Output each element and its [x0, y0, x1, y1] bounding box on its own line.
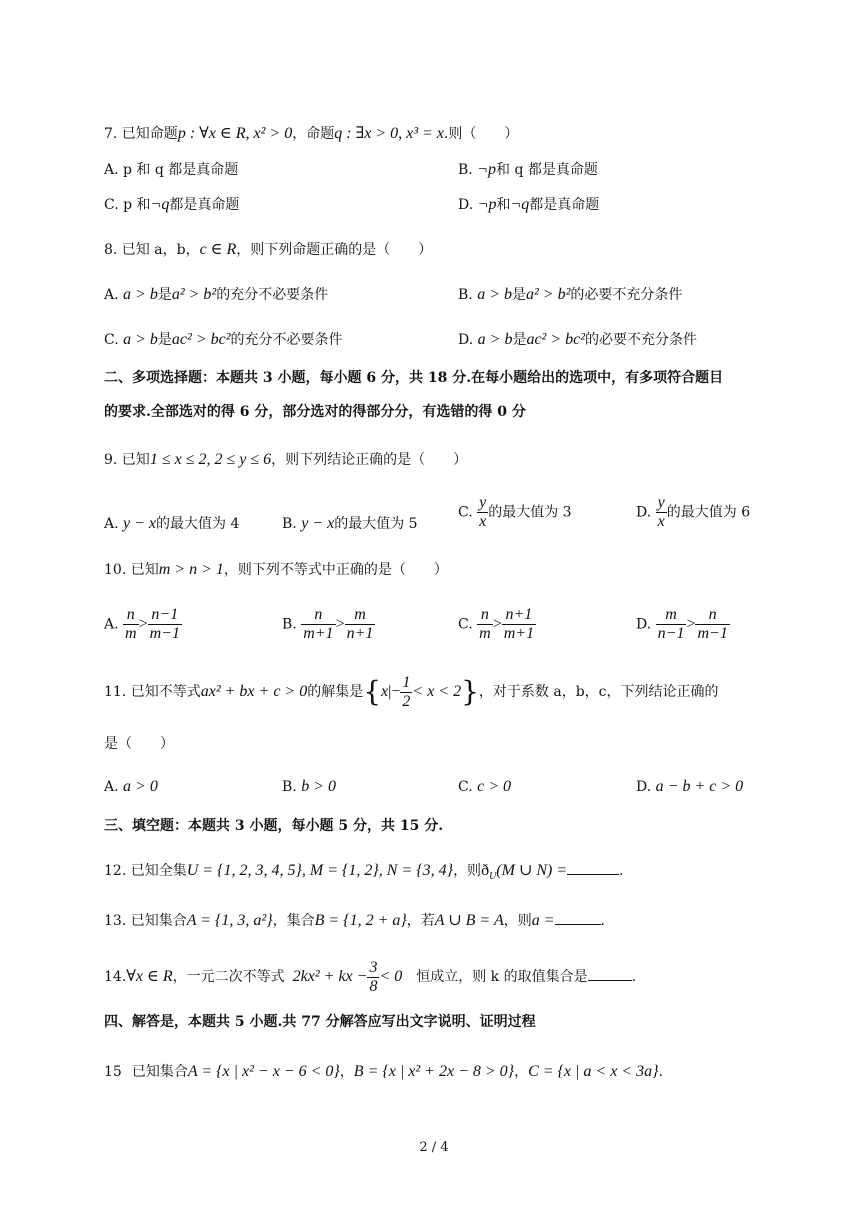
- q8-option-d: D. a > b是ac² > bc²的必要不充分条件: [458, 331, 698, 348]
- q10-option-d: D. $\frac{m}{n-1}$ > $\frac{n}{m-1}$: [636, 606, 728, 642]
- section-2-heading: 二、多项选择题：本题共 3 小题，每小题 6 分，共 18 分.在每小题给出的选项中，有多项符合题目: [104, 370, 724, 386]
- fraction: $\frac{y}{x}$: [657, 494, 665, 530]
- q9-option-d: D. $\frac{y}{x}$ 的最大值为 6: [636, 494, 751, 530]
- section-3-heading: 三、填空题：本题共 3 小题，每小题 5 分，共 15 分.: [104, 818, 444, 834]
- q15-stem: 15 已知集合A = {x | x² − x − 6 < 0}，B = {x | x² + 2x − 8 > 0}，C = {x | a < x < 3a}.: [104, 1063, 663, 1080]
- q7-p-expr: p : ∀x ∈ R, x² > 0: [177, 125, 293, 142]
- q7-stem-text: 7. 已知命题: [104, 126, 178, 142]
- q11-stem-cont: 是（ ）: [104, 736, 174, 752]
- q13-stem: 13. 已知集合A = {1, 3, a²}，集合B = {1, 2 + a}，若A ∪ B = A，则a = .: [104, 912, 605, 929]
- answer-blank[interactable]: [567, 860, 619, 875]
- q9-option-c: C. $\frac{y}{x}$ 的最大值为 3: [458, 494, 572, 530]
- q10-option-a: A. $\frac{n}{m}$ > $\frac{n-1}{m-1}$: [104, 606, 180, 642]
- q9-stem: 9. 已知1 ≤ x ≤ 2, 2 ≤ y ≤ 6，则下列结论正确的是（ ）: [104, 451, 468, 468]
- answer-blank[interactable]: [588, 966, 632, 981]
- fraction: $\frac{y}{x}$: [479, 494, 487, 530]
- q9-option-a: A. y − x的最大值为 4: [104, 515, 240, 532]
- q11-option-b: B. b > 0: [282, 778, 336, 795]
- q7-option-a: A. p 和 q 都是真命题: [104, 162, 239, 178]
- q11-option-a: A. a > 0: [104, 778, 158, 795]
- section-2-heading-cont: 的要求.全部选对的得 6 分，部分选对的得部分分，有选错的得 0 分: [104, 404, 526, 420]
- q7-stem: [104, 124, 518, 144]
- section-4-heading: 四、解答是，本题共 5 小题.共 77 分解答应写出文字说明、证明过程: [104, 1014, 536, 1030]
- q8-option-b: B. a > b是a² > b²的必要不充分条件: [458, 286, 683, 303]
- q7-option-c: C. p 和¬q都是真命题: [104, 196, 240, 213]
- q10-option-c: C. $\frac{n}{m}$ > $\frac{n+1}{m+1}$: [458, 606, 535, 642]
- q8-stem: 8. 已知 a，b，c ∈ R，则下列命题正确的是（ ）: [104, 241, 433, 258]
- q12-stem: 12. 已知全集U = {1, 2, 3, 4, 5}, M = {1, 2}, N = {3, 4}，则$ð_U(M$ ∪ N) = .: [104, 862, 624, 882]
- q10-option-b: B. $\frac{n}{m+1}$ > $\frac{m}{n+1}$: [282, 606, 374, 642]
- q11-stem: 11. 已知不等式ax² + bx + c > 0的解集是{x|− $\frac{1}{2}$ < x < 2}，对于系数 a，b，c，下列结论正确的: [104, 673, 719, 710]
- q7-stem-text-3: .则（ ）: [443, 126, 519, 142]
- q9-option-b: B. y − x的最大值为 5: [282, 515, 418, 532]
- q8-option-c: C. a > b是ac² > bc²的充分不必要条件: [104, 331, 343, 348]
- q7-q-expr: q : ∃x > 0, x³ = x: [334, 125, 444, 142]
- q7-option-d: D. ¬p和¬q都是真命题: [458, 196, 600, 213]
- page-number: 2 / 4: [419, 1140, 449, 1155]
- q10-stem: 10. 已知m > n > 1，则下列不等式中正确的是（ ）: [104, 561, 448, 578]
- q11-option-d: D. a − b + c > 0: [636, 778, 744, 795]
- answer-blank[interactable]: [555, 910, 601, 925]
- q11-option-c: C. c > 0: [458, 778, 512, 795]
- q8-option-a: A. a > b是a² > b²的充分不必要条件: [104, 286, 329, 303]
- q7-stem-text-2: ，命题: [292, 126, 335, 142]
- q7-option-b: B. ¬p和 q 都是真命题: [458, 161, 598, 178]
- q14-stem: 14.∀x ∈ R，一元二次不等式 2kx² + kx − $\frac{3}{8}$ < 0 恒成立，则 k 的取值集合是 .: [104, 958, 637, 995]
